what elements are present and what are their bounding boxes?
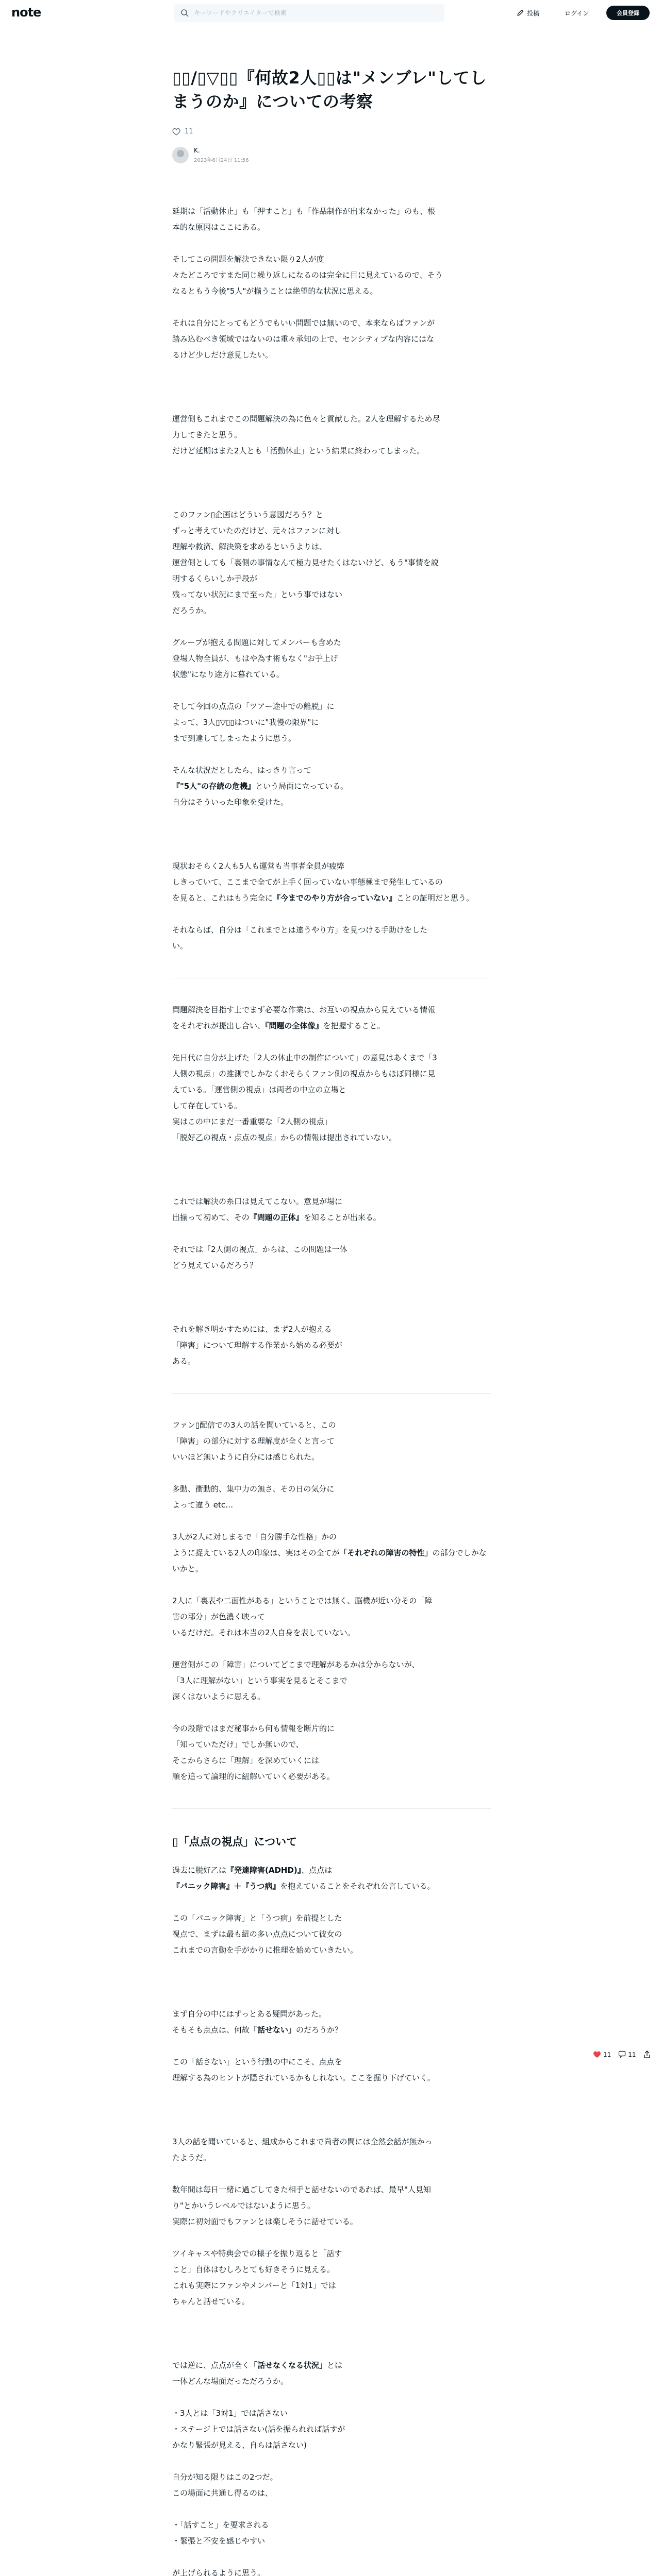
text-line: 運営側としても「裏側の事情なんて極力見せたくはないけど、もう"事情を説 [172, 558, 439, 567]
paragraph [172, 2358, 491, 2374]
text-line: それは自分にとってもどうでもいい問題では無いので、本来ならばファンが [172, 318, 435, 328]
text-line: を知ることが出来る。 [303, 1213, 381, 1222]
text-line: 理解や救済、解決策を求めるというよりは、 [172, 542, 327, 551]
text-line: 「障害」の部分に対する理解度が全くと言って [172, 1436, 335, 1446]
spacer [172, 1958, 491, 2006]
comment-icon [618, 2050, 626, 2058]
float-comment-button[interactable] [618, 2050, 636, 2058]
article-meta [172, 128, 491, 135]
spacer [172, 299, 491, 315]
paragraph [172, 2374, 491, 2389]
text-line: 「脱好乙の視点・点点の視点」からの情報は提出されていない。 [172, 1133, 397, 1142]
paragraph [172, 858, 491, 906]
text-line: このファン▯企画はどういう意図だろう？と [172, 510, 323, 519]
text-line: 順を追って論理的に紐解いていく必要がある。 [172, 1772, 335, 1781]
text-line: 「3人に理解がない」という事実を見るとそこまで [172, 1676, 347, 1685]
text-line: ずっと考えていたのだけど、元々はファンに対し [172, 526, 342, 535]
spacer [172, 683, 491, 699]
text-line: どう見えているだろう？ [172, 1261, 258, 1270]
text-line: ・3人とは「3対1」では話さない [172, 2409, 288, 2418]
like-button[interactable] [172, 128, 193, 135]
text-line: 多動、衝動的、集中力の無さ、その日の気分に [172, 1484, 335, 1494]
paragraph [172, 1529, 491, 1577]
author-name[interactable]: K. [194, 147, 200, 154]
text-line: 数年間は毎日一緒に過ごしてきた相手と話せないのであれば、最早"人見知 [172, 2185, 431, 2194]
text-line: 力してきたと思う。 [172, 430, 242, 439]
text-line: ファン▯配信での3人の話を聞いていると、この [172, 1420, 336, 1430]
text-line: では逆に、点点が全く [172, 2361, 250, 2370]
paragraph [172, 635, 491, 683]
text-line: これも実際にファンやメンバーと「1対1」では [172, 2281, 336, 2290]
search-box[interactable] [174, 4, 444, 22]
text-line: ツイキャスや特典会での様子を振り返ると「話す [172, 2249, 342, 2258]
search-icon [180, 9, 189, 17]
spacer [172, 2501, 491, 2517]
emphasis-text: 『問題の全体像』 [265, 1021, 323, 1030]
text-line: それを解き明かすためには、まず2人が抱える [172, 1325, 332, 1334]
text-line: 延期は「活動休止」も「押すこと」も「作品制作が出来なかった」のも、根 [172, 207, 436, 216]
heart-icon [593, 2050, 601, 2058]
spacer [172, 2230, 491, 2246]
section-divider [172, 1393, 491, 1394]
text-line: り"とかいうレベルではないように思う。 [172, 2201, 315, 2210]
text-line: 運営側もこれまでこの問題解決の為に色々と貢献した。2人を理解するため尽 [172, 414, 440, 423]
floating-actions [593, 2050, 651, 2058]
text-line: 運営側がこの「障害」についてどこまで理解があるかは分からないが、 [172, 1660, 420, 1669]
paragraph [172, 1657, 491, 1705]
paragraph [172, 1481, 491, 1513]
text-line: ・「話すこと」を要求される [172, 2520, 269, 2530]
text-line: これでは解決の糸口は見えてこない。意見が場に [172, 1197, 343, 1206]
paragraph [172, 1878, 491, 1894]
login-button[interactable]: ログイン [565, 9, 589, 17]
text-line: そして今回の点点の「ツアー途中での離脱」に [172, 702, 335, 711]
spacer [172, 1226, 491, 1242]
text-line: たようだ。 [172, 2153, 211, 2162]
text-line: をそれぞれが提出し合い、 [172, 1021, 266, 1030]
text-line: ・ステージ上では話さない(話を振られれば話すが [172, 2425, 345, 2434]
text-line: 視点で、まずは最も紐の多い点点について彼女の [172, 1929, 342, 1939]
spacer [172, 2389, 491, 2405]
paragraph [172, 1194, 491, 1226]
text-line: そこからさらに「理解」を深めていくには [172, 1756, 320, 1765]
text-line: そもそも点点は、何故 [172, 2025, 250, 2035]
paragraph [172, 2006, 491, 2038]
paragraph [172, 204, 491, 235]
paragraph [172, 1050, 491, 1146]
spacer [172, 1705, 491, 1721]
text-line: 3人の話を聞いていると、組成からこれまで尚者の間には全然会話が無かっ [172, 2137, 433, 2146]
text-line: を把握すること。 [323, 1021, 385, 1030]
text-line: この場面に共通し得るのは、 [172, 2488, 273, 2498]
float-like-button[interactable] [593, 2050, 611, 2058]
paragraph [172, 2182, 491, 2230]
text-line: しきっていて、ここまで全てが上手く回っていない事態極まで発生しているの [172, 877, 443, 887]
text-line: を抱えていることをそれぞれ公言している。 [280, 1882, 435, 1891]
text-line: 踏み込むべき領域ではないのは重々承知の上で、センシティブな内容にはな [172, 334, 435, 344]
note-logo[interactable]: note [11, 5, 41, 20]
pen-icon [517, 9, 524, 16]
paragraph [172, 2469, 491, 2501]
text-line: 先日代に自分が上げた「2人の休止中の制作について」の意見はあくまで「3 [172, 1053, 437, 1062]
text-line: 問題解決を目指す上でまず必要な作業は、お互いの視点から見えている情報 [172, 1005, 436, 1014]
text-line: それでは「2人側の視点」からは、この問題は一体 [172, 1245, 347, 1254]
text-line: 自分はそういった印象を受けた。 [172, 798, 289, 807]
spacer [172, 1641, 491, 1657]
text-line: 人側の視点」の推測でしかなくおそらくファン側の視点からもほぼ同様に見 [172, 1069, 435, 1078]
share-button[interactable] [643, 2050, 651, 2058]
text-line: とは [327, 2361, 343, 2370]
text-line: そんな状況だとしたら、はっきり言って [172, 766, 312, 775]
text-line: そしてこの問題を解決できない限り2人が度 [172, 255, 324, 264]
emphasis-text: 『発達障害(ADHD)』 [226, 1866, 302, 1875]
text-line: いるだけだ。それは本当の2人自身を表していない。 [172, 1628, 355, 1637]
text-line: いいほど無いように自分には感じられた。 [172, 1452, 320, 1462]
text-line: これまでの言動を手がかりに推理を始めていきたい。 [172, 1945, 358, 1955]
text-line: ・緊張と不安を感じやすい [172, 2536, 266, 2546]
spacer [172, 2453, 491, 2469]
paragraph [172, 1002, 491, 1034]
section-divider [172, 1808, 491, 1809]
text-line: のだろうか？ [296, 2025, 343, 2035]
text-line: だろうか。 [172, 606, 211, 615]
spacer [172, 2166, 491, 2182]
paragraph [172, 2565, 491, 2576]
text-line: 実はこの中にまだ一番重要な「2人側の視点」 [172, 1117, 332, 1126]
paragraph [172, 251, 491, 299]
text-line: ことの証明だと思う。 [396, 893, 474, 903]
paragraph [172, 2054, 491, 2086]
text-line: それならば、自分は「これまでとは違うやり方」を見つける手助けをした [172, 925, 428, 935]
emphasis-text: 『今までのやり方が合っていない』 [273, 893, 397, 903]
emphasis-text: 「話せなくなる状況」 [250, 2361, 327, 2370]
spacer [172, 1894, 491, 1910]
spacer [172, 619, 491, 635]
article-body [172, 204, 491, 2576]
spacer [172, 810, 491, 858]
paragraph [172, 699, 491, 747]
text-line: まで到達してしまったように思う。 [172, 734, 296, 743]
text-line: 3人が2人に対しまるで「自分勝手な性格」かの [172, 1532, 337, 1541]
site-header [0, 0, 662, 26]
paragraph [172, 762, 491, 810]
spacer [172, 2038, 491, 2054]
text-line: 一体どんな場面だっただろうか。 [172, 2377, 289, 2386]
like-count: 11 [185, 128, 193, 135]
spacer [172, 2310, 491, 2358]
emphasis-text: 『問題の正体』 [249, 1213, 304, 1222]
paragraph [172, 2134, 491, 2166]
paragraph [172, 1721, 491, 1785]
text-line: 登場人物全員が、もはや為す術もなく"お手上げ [172, 654, 338, 663]
spacer [172, 2549, 491, 2565]
heart-icon [172, 128, 180, 135]
text-line: 本的な原因はここにある。 [172, 223, 266, 232]
text-line: だけど延期はまた2人とも「活動休止」という結果に終わってしまった。 [172, 446, 425, 455]
float-like-count: 11 [603, 2050, 611, 2058]
paragraph [172, 2405, 491, 2453]
author-info [194, 147, 249, 163]
text-line: を見ると、これはもう完全に [172, 893, 273, 903]
share-icon [643, 2050, 651, 2058]
text-line: 状態"になり途方に暮れている。 [172, 670, 284, 679]
text-line: この「パニック障害」と「うつ病」を前提とした [172, 1913, 342, 1923]
spacer [172, 747, 491, 762]
text-line: えている。「運営側の視点」は両者の中立の立場と [172, 1085, 346, 1094]
text-line: ように捉えている2人の印象は、実はその全てが [172, 1548, 340, 1557]
text-line: 「知っていただけ」でしか無いので、 [172, 1740, 304, 1749]
text-line: 過去に脱好乙は [172, 1866, 227, 1875]
text-line: 明するくらいしか手段が [172, 574, 258, 583]
author-block[interactable] [172, 147, 491, 163]
signup-button[interactable]: 会員登録 [606, 6, 650, 20]
text-line: なるともう今後"5人"が揃うことは絶望的な状況に思える。 [172, 286, 378, 296]
text-line: 出揃って初めて、その [172, 1213, 250, 1222]
post-button[interactable] [517, 6, 539, 20]
article [172, 66, 491, 2576]
paragraph [172, 1910, 491, 1958]
paragraph [172, 411, 491, 459]
paragraph [172, 507, 491, 619]
text-line: ある。 [172, 1357, 196, 1366]
text-line: という局面に立っている。 [255, 782, 349, 791]
paragraph [172, 1242, 491, 1274]
text-line: この「話さない」という行動の中にこそ、点点を [172, 2057, 342, 2066]
paragraph [172, 1593, 491, 1641]
text-line: 残ってない状況にまで至った」という事ではない [172, 590, 343, 599]
emphasis-text: 「それぞれの障害の特性」 [339, 1548, 433, 1557]
text-line: よって違う etc… [172, 1500, 234, 1510]
text-line: ちゃんと話せている。 [172, 2297, 250, 2306]
spacer [172, 2086, 491, 2134]
text-line: るけど少しだけ意見したい。 [172, 350, 273, 360]
float-comment-count: 11 [628, 2050, 636, 2058]
spacer [172, 1577, 491, 1593]
text-line: 現状おそらく2人も5人も運営も当事者全員が疲弊 [172, 861, 345, 871]
text-line: 今の段階ではまだ秘事から何も情報を断片的に [172, 1724, 335, 1733]
paragraph [172, 1417, 491, 1465]
text-line: が上げられるように思う。 [172, 2568, 266, 2576]
article-title: ▯▯/▯▽▯▯『何故2人▯▯は"メンブレ"してしまうのか』についての考察 [172, 68, 487, 111]
paragraph [172, 315, 491, 363]
spacer [172, 1465, 491, 1481]
text-line: 害の部分」が色濃く映って [172, 1612, 266, 1621]
search-input[interactable] [194, 9, 436, 16]
spacer [172, 1034, 491, 1050]
paragraph [172, 1862, 491, 1878]
post-button-label: 投稿 [527, 9, 540, 17]
text-line: 実際に初対面でもファンとは楽しそうに話せている。 [172, 2217, 358, 2226]
text-line: して存在している。 [172, 1101, 242, 1110]
section-heading: ▯「点点の視点」について [172, 1836, 297, 1848]
paragraph [172, 2246, 491, 2310]
spacer [172, 1274, 491, 1321]
text-line: 自分が知る限りはこの2つだ。 [172, 2472, 278, 2482]
text-line: 2人に「裏表や二面性がある」ということでは無く、脳機が近い分その「障 [172, 1596, 433, 1605]
spacer [172, 363, 491, 411]
text-line: かなり緊張が見える、自らは話さない) [172, 2441, 307, 2450]
spacer [172, 235, 491, 251]
text-line: の部分でしかないかと。 [172, 1548, 487, 1573]
text-line: まず自分の中にはずっとある疑問があった。 [172, 2009, 326, 2019]
text-line: い。 [172, 941, 188, 951]
author-avatar[interactable] [172, 147, 189, 163]
text-line: こと」自体はむしろとても好きそうに見える。 [172, 2265, 335, 2274]
emphasis-text: 『"5人"の存続の危機』 [172, 782, 256, 791]
text-line: よって、3人▯▽▯▯はついに"我慢の限界"に [172, 718, 319, 727]
text-line: 理解する為のヒントが隠されているかもしれない。ここを掘り下げていく。 [172, 2073, 435, 2082]
text-line: 深くはないように思える。 [172, 1692, 266, 1701]
emphasis-text: 『パニック障害』＋『うつ病』 [172, 1882, 280, 1891]
spacer [172, 1146, 491, 1194]
text-line: 「障害」について理解する作業から始める必要が [172, 1341, 342, 1350]
paragraph [172, 922, 491, 954]
spacer [172, 1513, 491, 1529]
text-line: 々たどころですまた同じ繰り返しになるのは完全に目に見えているので、そう [172, 270, 443, 280]
text-line: 、点点は [301, 1866, 333, 1875]
text-line: グループが抱える問題に対してメンバーも含めた [172, 638, 341, 647]
paragraph [172, 1321, 491, 1369]
paragraph [172, 2517, 491, 2549]
post-date: 2023年6月24日 11:56 [194, 158, 249, 163]
emphasis-text: 「話せない」 [250, 2025, 296, 2035]
spacer [172, 906, 491, 922]
spacer [172, 459, 491, 507]
